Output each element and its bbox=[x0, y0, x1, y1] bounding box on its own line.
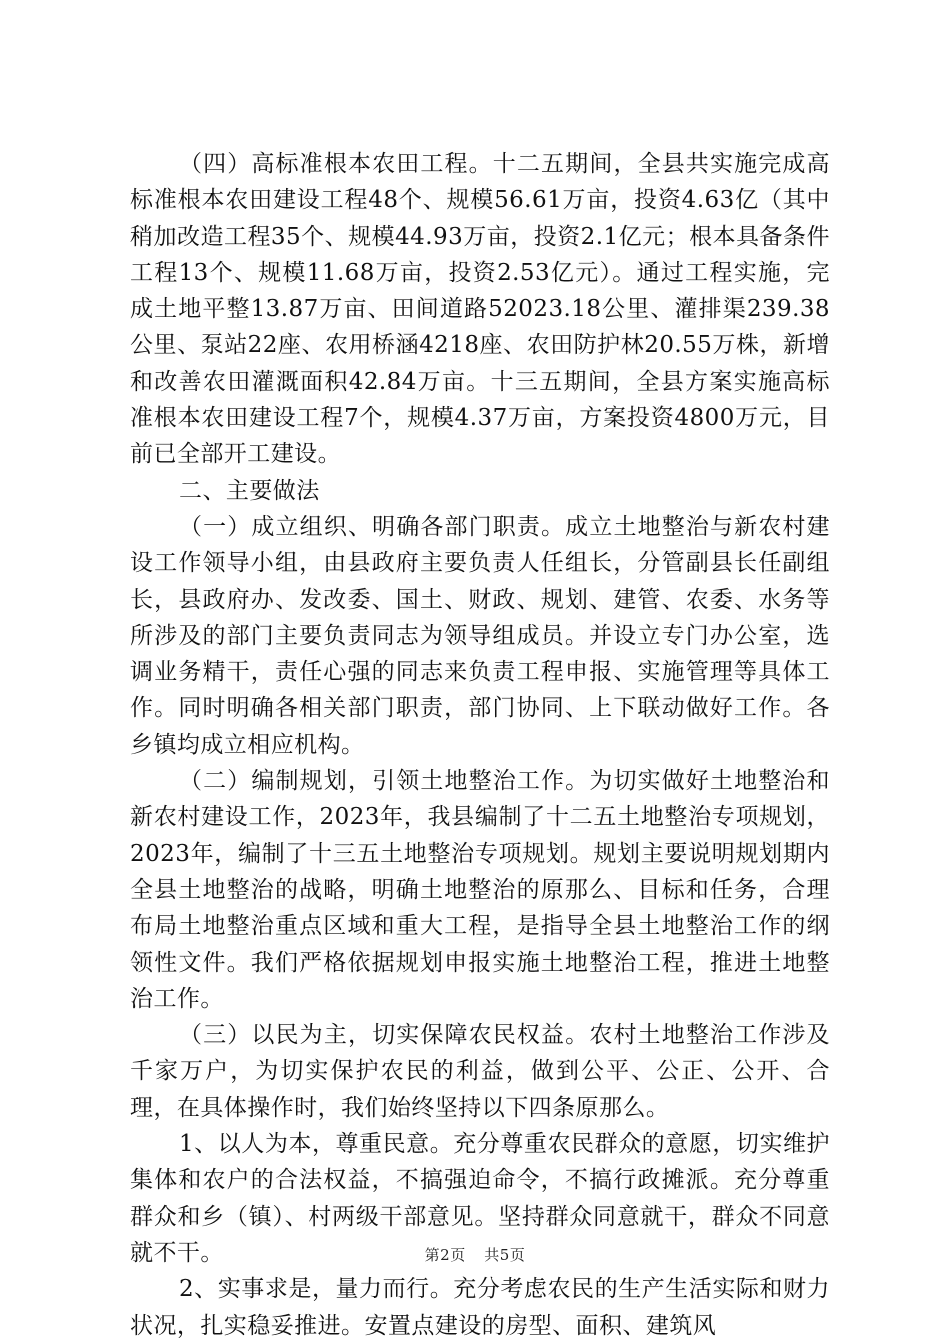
paragraph-principle-2: 2、实事求是，量力而行。充分考虑农民的生产生活实际和财力状况，扎实稳妥推进。安置点建设的房型、面积、建筑风 bbox=[130, 1276, 830, 1339]
heading-main-practices: 二、主要做法 bbox=[179, 477, 320, 504]
page-number: 第2页 bbox=[424, 1246, 466, 1264]
page-total: 共5页 bbox=[484, 1246, 526, 1264]
paragraph-section-4: （四）高标准根本农田工程。十二五期间，全县共实施完成高标准根本农田建设工程48个、规模56.61万亩，投资4.63亿（其中稍加改造工程35个、规模44.93万亩，投资2.1亿元；根本具备条件工程13个、规模11.68万亩，投资2.53亿元）。通过工程实施，完成土地平整13.87万亩、田间道路52023.18公里、灌排渠239.38公里、泵站22座、农用桥涵4218座、农田防护林20.55万株，新增和改善农田灌溉面积42.84万亩。十三五期间，全县方案实施高标准根本农田建设工程7个，规模4.37万亩，方案投资4800万元，目前已全部开工建设。 bbox=[130, 151, 830, 468]
document-body bbox=[130, 146, 830, 1344]
paragraph-practice-3: （三）以民为主，切实保障农民权益。农村土地整治工作涉及千家万户，为切实保护农民的利益，做到公平、公正、公开、合理，在具体操作时，我们始终坚持以下四条原那么。 bbox=[130, 1022, 830, 1121]
paragraph-principle-1: 1、以人为本，尊重民意。充分尊重农民群众的意愿，切实维护集体和农户的合法权益，不搞强迫命令，不搞行政摊派。充分尊重群众和乡（镇）、村两级干部意见。坚持群众同意就干，群众不同意就不干。 bbox=[130, 1131, 830, 1266]
paragraph-practice-1: （一）成立组织、明确各部门职责。成立土地整治与新农村建设工作领导小组，由县政府主要负责人任组长，分管副县长任副组长，县政府办、发改委、国土、财政、规划、建管、农委、水务等所涉及的部门主要负责同志为领导组成员。并设立专门办公室，选调业务精干，责任心强的同志来负责工程申报、实施管理等具体工作。同时明确各相关部门职责，部门协同、上下联动做好工作。各乡镇均成立相应机构。 bbox=[130, 513, 830, 758]
page-footer bbox=[0, 1244, 950, 1265]
paragraph-practice-2: （二）编制规划，引领土地整治工作。为切实做好土地整治和新农村建设工作，2023年，我县编制了十二五土地整治专项规划，2023年，编制了十三五土地整治专项规划。规划主要说明规划期内全县土地整治的战略，明确土地整治的原那么、目标和任务，合理布局土地整治重点区域和重大工程，是指导全县土地整治工作的纲领性文件。我们严格依据规划申报实施土地整治工程，推进土地整治工作。 bbox=[130, 768, 830, 1012]
